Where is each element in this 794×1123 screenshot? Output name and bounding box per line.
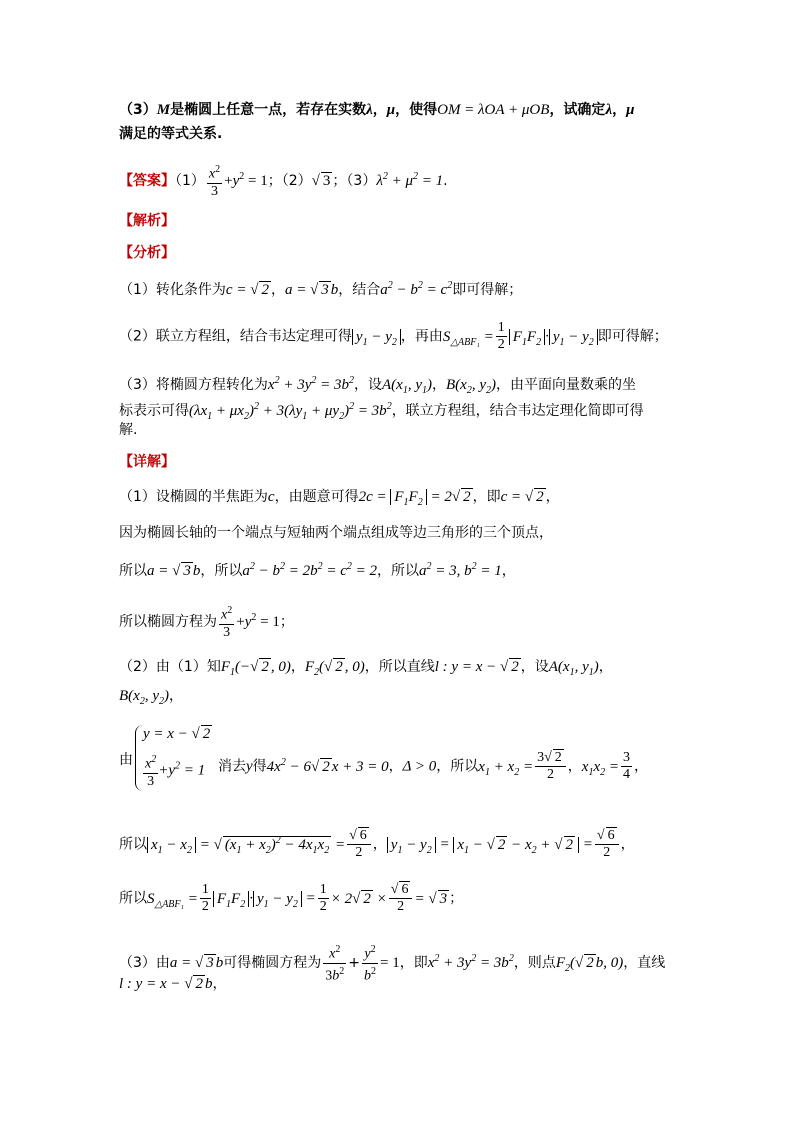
a3-e: ，联立方程组，结合韦达定理化简即可得 — [391, 403, 644, 419]
fraction-y2-b2: $\frac{y^2}{b^2}$ — [364, 944, 377, 984]
math-answer1: $+y^2 = 1$ — [224, 170, 268, 189]
d2: 因为椭圆长轴的一个端点与短轴两个端点组成等边三角形的三个顶点， — [119, 525, 553, 541]
d4-a: 所以椭圆方程为 — [119, 613, 217, 630]
fraction-x2-over-3: $\frac{x^2}{3}$ — [208, 164, 221, 199]
a2-c: 即可得解； — [597, 328, 668, 345]
d9-a: 所以 — [119, 890, 147, 907]
fraction-3sqrt2-2: $\frac{3√ 2}{2}$ — [535, 750, 566, 783]
a1-c: 即可得解； — [452, 282, 523, 298]
math-lambda2: λ — [605, 102, 613, 118]
d5-a: （2）由（1）知 — [119, 659, 221, 675]
math-lambda: λ — [366, 102, 373, 118]
answer-line: 【答案】（1） $\frac{x^2}{3}$ $+y^2 = 1$；（2）√ 3 ；$(3)\lambda^2 + \mu^2 = 1$. — [119, 164, 448, 199]
d10-e: ，直线 — [623, 955, 666, 972]
math-area-detail: $S_{\triangle ABF_1}$ = — [147, 890, 198, 910]
a1-a: （1）转化条件为 — [119, 282, 226, 298]
d1-c: ，即 — [472, 489, 501, 505]
a2-b: ，再由 — [400, 328, 443, 345]
d5-b: ，所以直线 — [364, 659, 435, 675]
q3-line2: 满足的等式关系. — [119, 126, 223, 142]
fraction-3-4: $\frac{3}{4}$ — [623, 750, 630, 782]
answer-p2: ；（2） — [267, 172, 312, 189]
detail-3: 所以a = √ 3 b，所以$a^2 - b^2 = 2b^2 = c^2 = 2$，所以$a^2 = 3$, $b^2 = 1$， — [119, 561, 516, 579]
math-point-A: $A(x_1$, $y_1$) — [382, 377, 432, 396]
detail-heading-text: 【详解】 — [119, 454, 175, 470]
a1-b: ，结合 — [338, 282, 381, 298]
answer-label: 【答案】 — [119, 172, 175, 189]
math-abc: $a^2 - b^2 = c^2$ — [380, 280, 453, 298]
q3-prefix: （3） — [119, 102, 157, 118]
d3-c: ，所以 — [377, 563, 420, 579]
d5-c: ，设 — [520, 659, 549, 675]
q3-text2: ，使得 — [395, 102, 438, 118]
math-mu: μ — [386, 102, 396, 118]
a3-a: （3）将椭圆方程转化为 — [119, 377, 268, 393]
math-sum: $x_1 + x_2$ = — [478, 758, 534, 778]
d1-a: （1）设椭圆的半焦距为 — [119, 489, 268, 505]
math-A: $A(x_1$, $y_1$) — [548, 659, 599, 678]
fraction-half: $\frac{1}{2}$ — [497, 320, 505, 352]
d3-a: 所以 — [119, 563, 147, 579]
math-y: y — [246, 758, 253, 775]
fraction-sqrt6-2: $\frac{√ 6}{2}$ — [347, 828, 371, 861]
analysis-1: （1）转化条件为c = √ 2 ，a = √ 3 b，结合$a^2 - b^2 = c^2$即可得解； — [119, 280, 523, 298]
detail-5: （2）由（1）知$F_1(-√$ 2 , 0)，$F_2(√$ 2 , 0)，所以直线l : y = x − √ 2 ，设$A(x_1$, $y_1$)， — [119, 659, 613, 678]
d7-c: 得 — [252, 758, 267, 775]
math-a-sqrt3b-2: a = √ 3 b — [169, 955, 224, 972]
d8-a: 所以 — [119, 836, 147, 853]
math-area-rhs: $F_1F_2 \cdot y_1 - y_2$ — [509, 329, 598, 345]
fraction-half-2: $\frac{1}{2}$ — [201, 882, 209, 914]
detail-11: l : y = x − √ 2 b， — [119, 976, 227, 992]
detail-10: （3）由a = √ 3 b可得椭圆方程为 $\frac{x^2}{3b^2}$ + $\frac{y^2}{b^2}$ = 1，即$x^2 + 3y^2 = 3b^2$，则点$F_2(√$ 2 b, 0)，直线 — [119, 944, 666, 984]
math-answer2: √ 3 — [311, 172, 331, 189]
d10-d: ，则点 — [513, 955, 556, 972]
math-x-diff: $x_1 - x_2$ = √ $(x_1 + x_2)^2 - 4x_1x_2$ = — [147, 837, 345, 853]
math-F2: $F_2(√$ 2 , 0) — [304, 659, 365, 678]
math-y-diff-detail: $y_1 - y_2 = x_1$ − √ $2 - x_2$ + √ 2 = — [387, 837, 593, 853]
breakdown-heading-text: 【分析】 — [119, 245, 175, 261]
math-F1: $F_1(-√$ 2 , 0) — [220, 659, 291, 678]
a3-f: 解. — [119, 422, 138, 438]
detail-6: $B(x_2$, $y_2$)， — [119, 688, 183, 707]
math-M: M — [156, 102, 171, 118]
answer-p3: ；（3） — [332, 172, 377, 189]
d7-d: ，所以 — [436, 758, 479, 775]
heading-analysis — [119, 211, 175, 231]
math-B: $B(x_2$, $y_2$) — [119, 688, 169, 707]
q3-text1: 是椭圆上任意一点，若存在实数 — [170, 102, 367, 118]
analysis-heading-text: 【解析】 — [119, 213, 175, 229]
analysis-3c — [119, 420, 137, 440]
math-eq-1: = 1 — [380, 955, 400, 972]
math-c-eq: c = √ 2 — [225, 282, 269, 298]
math-combined: $(\lambda x_1 + \mu x_2)^2 + 3(\lambda y_1 + \mu y_2)^2 = 3b^2$ — [189, 401, 392, 422]
detail-7-prefix — [119, 750, 133, 770]
detail-4: 所以椭圆方程为 $\frac{x^2}{3}$ $+y^2 = 1$； — [119, 605, 294, 640]
system-eq2: $\frac{x^2}{3}$ $+y^2 = 1$ — [145, 754, 206, 789]
math-ellipse-eq: $+y^2 = 1$ — [236, 611, 280, 630]
detail-2 — [119, 523, 553, 543]
d10-c: ，即 — [399, 955, 428, 972]
math-answer3: $\lambda^2 + \mu^2 = 1$ — [376, 170, 444, 189]
math-ellipse-b: $x^2 + 3y^2 = 3b^2$ — [427, 953, 514, 972]
heading-breakdown — [119, 243, 175, 263]
fraction-sqrt6-2c: $\frac{√ 6}{2}$ — [389, 882, 413, 915]
d10-b: 可得椭圆方程为 — [223, 955, 322, 972]
math-F2-b: $F_2(√$ 2 b, 0) — [555, 955, 624, 975]
fraction-sqrt6-2b: $\frac{√ 6}{2}$ — [595, 828, 619, 861]
a3-b: ，设 — [354, 377, 382, 393]
math-area: $S_{\triangle ABF_1}$ = — [442, 328, 494, 348]
math-a2-3: $a^2 = 3$, $b^2 = 1$ — [419, 561, 502, 579]
system-eq1: y = x − √ 2 — [143, 726, 211, 742]
detail-9: 所以$S_{\triangle ABF_1}$ = $\frac{1}{2}$ $F_1F_2 \cdot y_1 - y_2$ = $\frac{1}{2}$ × 2√ 2 × $\frac{√ 6}{2}$ = √ 3 ； — [119, 882, 464, 914]
q3-text3: ，试确定 — [549, 102, 606, 118]
math-mu2: μ — [626, 102, 635, 118]
d7-b: 消去 — [218, 758, 246, 775]
math-a-sqrt3b: a = √ 3 b — [147, 563, 201, 579]
math-a-eq: a = √ 3 b — [284, 282, 339, 298]
heading-detail — [119, 452, 175, 472]
math-area-calc: × 2√ 2 × — [330, 890, 387, 907]
math-vector-eq: OM = λOA + μOB — [437, 102, 550, 118]
fraction-x2-3b2: $\frac{x^2}{3b^2}$ — [325, 944, 345, 984]
math-line-l-b: l : y = x − √ 2 b — [119, 976, 213, 992]
math-a2-b2: $a^2 - b^2 = 2b^2 = c^2 = 2$ — [242, 561, 378, 579]
math-point-B: $B(x_2$, $y_2$) — [446, 377, 496, 396]
math-delta: Δ > 0 — [402, 758, 437, 775]
math-c-val: c = √ 2 — [500, 489, 544, 505]
fraction-half-3: $\frac{1}{2}$ — [319, 882, 327, 914]
d3-b: ，所以 — [200, 563, 243, 579]
question-3-line1: （3）M是椭圆上任意一点，若存在实数λ，μ，使得OM = λOA + μOB，试确定λ，μ — [119, 102, 635, 118]
math-2c: $2c = F_1F_2 = 2√$ 2 — [358, 489, 471, 508]
fraction-x2-3b: $\frac{x^2}{3}$ — [221, 605, 233, 640]
detail-8: 所以 $x_1 - x_2$ = √ $(x_1 + x_2)^2 - 4x_1x_2$ = $\frac{√ 6}{2}$ ， $y_1 - y_2 = x_1$ − √ $2 - x_2$ + √ 2 = $\frac{√ 6}{2}$ ， — [119, 828, 635, 860]
math-line-l: l : y = x − √ 2 — [434, 659, 519, 675]
a3-c: ，由平面向量数乘的坐 — [496, 377, 636, 393]
detail-7: 消去y得$4x^2 - 6√$ 2 x + 3 = 0，Δ > 0，所以$x_1 + x_2$ = $\frac{3√ 2}{2}$ ，$x_1x_2$ = $\frac{3}{4}$ ， — [218, 750, 648, 782]
answer-p1: （1） — [175, 172, 205, 189]
a3-d: 标表示可得 — [119, 403, 189, 419]
d7-a: 由 — [119, 752, 133, 768]
math-product: $x_1x_2$ = — [581, 758, 619, 778]
math-quadratic: $4x^2 - 6√$ 2 x + 3 = 0 — [266, 756, 389, 775]
math-area-result: = √ 3 — [414, 890, 448, 907]
detail-1: （1）设椭圆的半焦距为c，由题意可得$2c = F_1F_2 = 2√$ 2 ，即c = √ 2 ， — [119, 489, 560, 508]
a2-a: （2）联立方程组，结合韦达定理可得 — [119, 328, 352, 345]
analysis-3: （3）将椭圆方程转化为$x^2 + 3y^2 = 3b^2$，设$A(x_1$, $y_1$)，$B(x_2$, $y_2$)，由平面向量数乘的坐 — [119, 375, 636, 396]
question-3-line2 — [119, 124, 222, 144]
analysis-2 — [119, 320, 668, 353]
analysis-3b — [119, 397, 644, 427]
d1-b: ，由题意可得 — [274, 489, 359, 505]
d10-a: （3）由 — [119, 955, 170, 972]
math-y-diff: $y_1 - y_2$ — [352, 329, 401, 345]
math-ellipse-form: $x^2 + 3y^2 = 3b^2$ — [267, 375, 354, 393]
math-area-mid: $F_1F_2 \cdot y_1 - y_2$ = — [213, 891, 316, 907]
math-c: c — [267, 489, 275, 505]
